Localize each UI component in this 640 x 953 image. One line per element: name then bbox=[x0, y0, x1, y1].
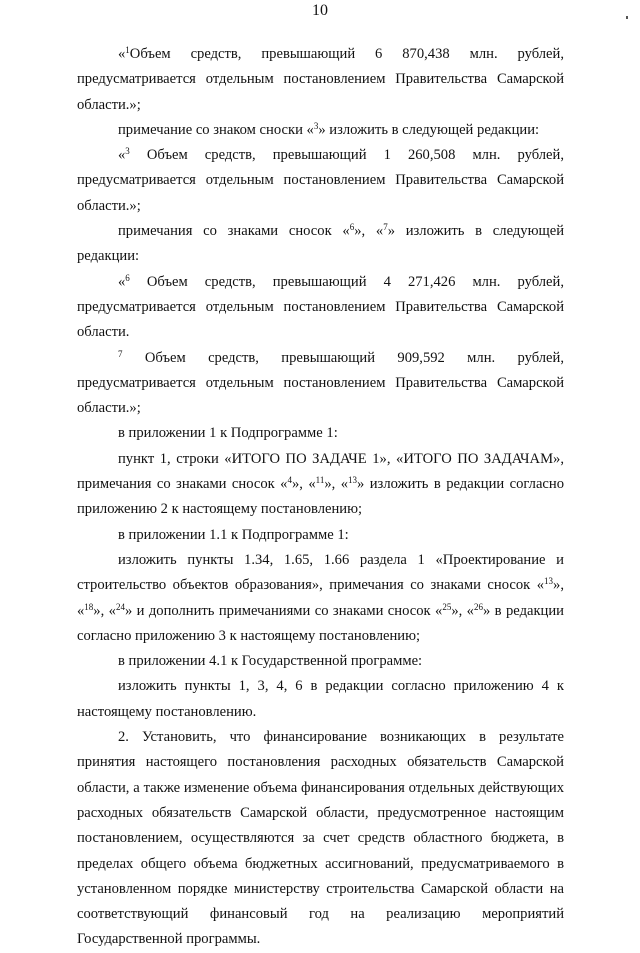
footnote-marker: 7 bbox=[118, 348, 123, 359]
paragraph bbox=[77, 447, 564, 523]
paragraph bbox=[77, 725, 564, 953]
footnote-marker: 3 bbox=[125, 146, 130, 157]
paragraph bbox=[77, 421, 564, 446]
paragraph-text: » изложить в следующей редакции: bbox=[77, 223, 565, 265]
paragraph-text: примечание со знаком сноски « bbox=[118, 121, 314, 138]
document-body bbox=[77, 42, 564, 953]
paragraph-text: в приложении 4.1 к Государственной программе: bbox=[118, 653, 423, 670]
paragraph bbox=[77, 118, 564, 143]
paragraph-text: Объем средств, превышающий 909,592 млн. рублей, предусматривается отдельным постановлением Правительства Самарской области.»; bbox=[77, 349, 564, 417]
paragraph bbox=[77, 143, 564, 219]
paragraph-text: примечания со знаками сносок « bbox=[118, 223, 350, 240]
paragraph-text: изложить пункты 1, 3, 4, 6 в редакции согласно приложению 4 к настоящему постановлению. bbox=[77, 678, 564, 720]
paragraph-text: « bbox=[118, 147, 126, 164]
footnote-marker: 7 bbox=[383, 222, 388, 233]
paragraph-text: », « bbox=[291, 476, 316, 493]
paragraph-text: » изложить в следующей редакции: bbox=[318, 121, 540, 138]
paragraph-text: в приложении 1.1 к Подпрограмме 1: bbox=[118, 526, 349, 543]
footnote-marker: 11 bbox=[315, 475, 325, 486]
footnote-marker: 6 bbox=[349, 222, 355, 233]
paragraph-text: пункт 1, строки «ИТОГО ПО ЗАДАЧЕ 1», «ИТОГО ПО ЗАДАЧАМ», примечания со знаками сносок « bbox=[77, 450, 564, 493]
paragraph-text: », « bbox=[93, 602, 116, 619]
footnote-marker: 4 bbox=[287, 475, 292, 486]
footnote-marker: 26 bbox=[473, 601, 483, 612]
paragraph-text: « bbox=[118, 46, 126, 62]
paragraph bbox=[77, 346, 564, 422]
paragraph-text: » в редакции согласно приложению 3 к настоящему постановлению; bbox=[77, 602, 564, 644]
scan-mark bbox=[626, 16, 628, 19]
footnote-marker: 24 bbox=[115, 601, 125, 612]
paragraph-text: « bbox=[118, 273, 126, 290]
footnote-marker: 6 bbox=[125, 272, 130, 283]
footnote-marker: 1 bbox=[125, 45, 130, 55]
paragraph-text: », « bbox=[77, 577, 564, 619]
paragraph bbox=[77, 42, 564, 118]
paragraph-text: », « bbox=[451, 602, 474, 619]
paragraph-text: 2. Установить, что финансирование возникающих в результате принятия настоящего постановления расходных обязательств Самарской области, а также изменение объема финансирования отдельных действующих расходных обязательств Самарской области, предусмотренное настоящим постановлением, осуществляются за счет средств областного бюджета, в пределах общего объема бюджетных ассигнований, предусматриваемого в установленном порядке министерству строительства Самарской области на соответствующий финансовый год на реализацию мероприятий Государственной программы. bbox=[77, 729, 564, 948]
paragraph-text: в приложении 1 к Подпрограмме 1: bbox=[118, 425, 338, 442]
paragraph-text: », « bbox=[324, 476, 349, 493]
paragraph-text: » и дополнить примечаниями со знаками сносок « bbox=[124, 602, 443, 619]
paragraph bbox=[77, 523, 564, 548]
paragraph bbox=[77, 674, 564, 725]
paragraph-text: изложить пункты 1.34, 1.65, 1.66 раздела 1 «Проектирование и строительство объектов образования», примечания со знаками сносок « bbox=[77, 551, 564, 594]
footnote-marker: 25 bbox=[442, 601, 452, 612]
paragraph-text: », « bbox=[354, 223, 384, 240]
page-number: 10 bbox=[312, 2, 328, 19]
paragraph bbox=[77, 219, 564, 270]
footnote-marker: 13 bbox=[544, 576, 554, 587]
paragraph bbox=[77, 270, 564, 346]
footnote-marker: 13 bbox=[348, 475, 358, 486]
footnote-marker: 18 bbox=[84, 601, 94, 612]
paragraph-text: » изложить в редакции согласно приложению 2 к настоящему постановлению; bbox=[77, 476, 565, 518]
paragraph bbox=[77, 649, 564, 674]
paragraph-text: Объем средств, превышающий 1 260,508 млн. рублей, предусматривается отдельным постановлением Правительства Самарской области.»; bbox=[77, 147, 564, 214]
footnote-marker: 3 bbox=[313, 120, 319, 131]
paragraph-text: Объем средств, превышающий 6 870,438 млн. рублей, предусматривается отдельным постановлением Правительства Самарской области.»; bbox=[77, 46, 564, 113]
paragraph bbox=[77, 548, 564, 649]
paragraph-text: Объем средств, превышающий 4 271,426 млн. рублей, предусматривается отдельным постановлением Правительства Самарской области. bbox=[77, 273, 564, 341]
